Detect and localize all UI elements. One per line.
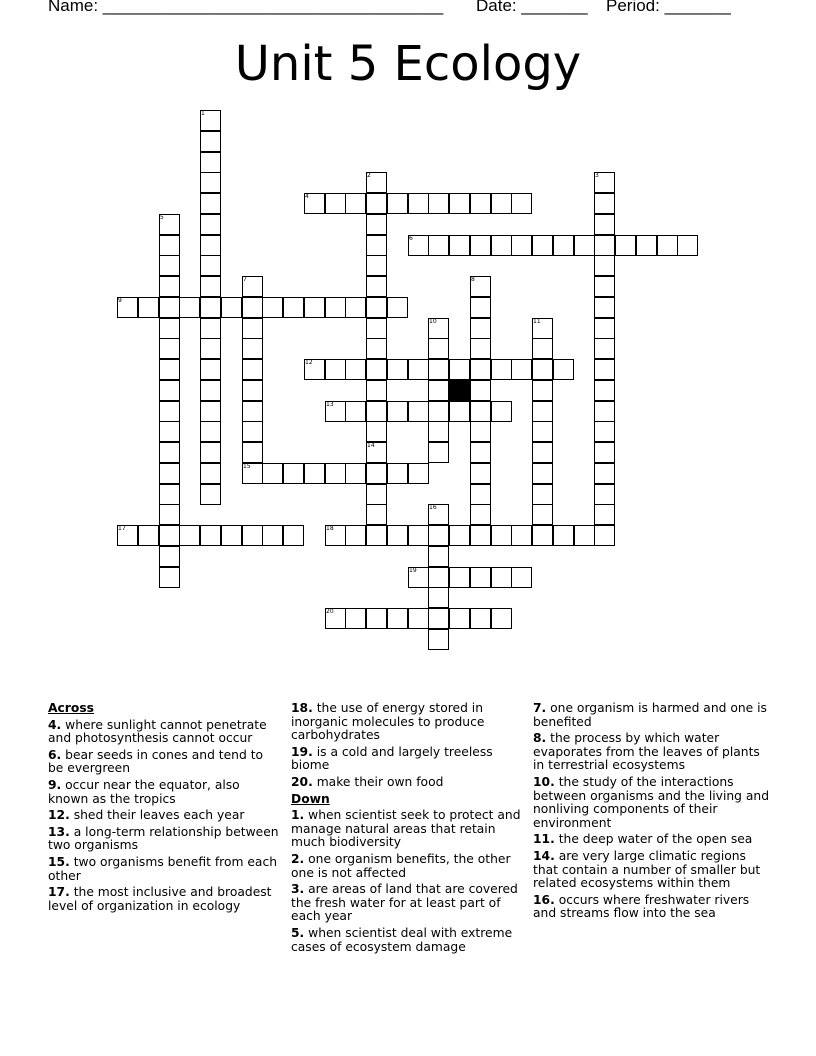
blocked-cell (449, 380, 470, 401)
grid-cell[interactable] (366, 297, 387, 318)
grid-cell[interactable] (470, 193, 491, 214)
clue-section-heading: Down (291, 791, 330, 806)
clue-number-label: 2 (367, 172, 371, 179)
grid-cell[interactable] (366, 525, 387, 546)
clue-number: 16. (533, 892, 555, 907)
clue-number-label: 11 (533, 318, 541, 325)
grid-cell[interactable] (470, 463, 491, 484)
clue-item (533, 894, 769, 921)
grid-cell[interactable] (283, 297, 304, 318)
grid-cell[interactable] (532, 359, 553, 380)
grid-cell[interactable] (594, 484, 615, 505)
grid-cell[interactable] (159, 297, 180, 318)
clue-item (533, 702, 769, 729)
grid-cell[interactable] (470, 504, 491, 525)
clue-number-label: 10 (429, 318, 437, 325)
grid-cell[interactable] (594, 318, 615, 339)
grid-cell[interactable] (387, 525, 408, 546)
clue-number: 4. (48, 717, 62, 732)
grid-cell[interactable] (283, 463, 304, 484)
grid-cell[interactable] (470, 421, 491, 442)
clue-text: are areas of land that are covered the fresh water for at least part of each year (291, 882, 518, 924)
clue-text: occurs where freshwater rivers and streams flow into the sea (533, 892, 750, 921)
clue-number: 2. (291, 851, 305, 866)
grid-cell[interactable] (387, 401, 408, 422)
clue-number: 5. (291, 925, 305, 940)
grid-cell[interactable] (345, 297, 366, 318)
clue-number-label: 4 (305, 193, 309, 200)
grid-cell[interactable] (387, 608, 408, 629)
clue-text: make their own food (312, 774, 444, 789)
clue-section-heading: Across (48, 701, 94, 715)
grid-cell[interactable] (594, 421, 615, 442)
grid-cell[interactable] (387, 359, 408, 380)
grid-cell[interactable] (511, 525, 532, 546)
grid-cell[interactable] (345, 359, 366, 380)
clue-number: 9. (48, 777, 62, 792)
clue-number-label: 18 (326, 525, 334, 532)
grid-cell[interactable] (408, 401, 429, 422)
grid-cell[interactable] (366, 484, 387, 505)
clue-number-label: 6 (409, 235, 413, 242)
clue-item (291, 927, 523, 954)
grid-cell[interactable] (200, 421, 221, 442)
grid-cell[interactable] (594, 255, 615, 276)
grid-cell[interactable] (491, 235, 512, 256)
grid-cell[interactable] (532, 463, 553, 484)
clue-number: 13. (48, 824, 70, 839)
grid-cell[interactable] (553, 525, 574, 546)
grid-cell[interactable] (491, 525, 512, 546)
grid-cell[interactable] (345, 608, 366, 629)
clue-number-label: 14 (367, 442, 375, 449)
grid-cell[interactable] (574, 235, 595, 256)
grid-cell[interactable] (242, 442, 263, 463)
clue-number-label: 16 (429, 504, 437, 511)
clue-text: the deep water of the open sea (554, 832, 753, 847)
clue-number: 11. (533, 832, 555, 847)
grid-cell[interactable] (159, 567, 180, 588)
clue-item (291, 809, 523, 850)
grid-cell[interactable] (221, 525, 242, 546)
clue-item (48, 886, 280, 913)
grid-cell[interactable] (553, 235, 574, 256)
clue-text: shed their leaves each year (69, 808, 245, 823)
grid-cell[interactable] (200, 131, 221, 152)
grid-cell[interactable] (428, 338, 449, 359)
clue-number: 17. (48, 885, 70, 900)
clue-number: 20. (291, 774, 313, 789)
grid-cell[interactable] (491, 193, 512, 214)
clue-text: when scientist deal with extreme cases of ecosystem damage (291, 925, 513, 954)
clue-number-label: 1 (201, 110, 205, 117)
grid-cell[interactable] (242, 525, 263, 546)
grid-cell[interactable] (159, 442, 180, 463)
clue-item (291, 883, 523, 924)
grid-cell[interactable] (200, 525, 221, 546)
grid-cell[interactable] (242, 338, 263, 359)
grid-cell[interactable] (594, 504, 615, 525)
grid-cell[interactable] (594, 442, 615, 463)
grid-cell[interactable] (470, 608, 491, 629)
clue-item (533, 850, 769, 891)
grid-cell[interactable] (470, 525, 491, 546)
grid-cell[interactable] (449, 235, 470, 256)
grid-cell[interactable] (200, 463, 221, 484)
grid-cell[interactable] (200, 484, 221, 505)
clue-number: 3. (291, 882, 305, 897)
grid-cell[interactable] (408, 608, 429, 629)
grid-cell[interactable] (159, 484, 180, 505)
grid-cell[interactable] (553, 359, 574, 380)
clue-item (291, 853, 523, 880)
grid-cell[interactable] (200, 380, 221, 401)
grid-cell[interactable] (345, 193, 366, 214)
clue-text: when scientist seek to protect and manage natural areas that retain much biodiversity (291, 808, 521, 850)
grid-cell[interactable] (159, 463, 180, 484)
clue-text: is a cold and largely treeless biome (291, 744, 493, 773)
grid-cell[interactable] (594, 380, 615, 401)
grid-cell[interactable] (387, 297, 408, 318)
clue-number-label: 13 (326, 401, 334, 408)
clues-column-1 (48, 702, 280, 916)
grid-cell[interactable] (428, 421, 449, 442)
grid-cell[interactable] (200, 193, 221, 214)
grid-cell[interactable] (491, 401, 512, 422)
grid-cell[interactable] (200, 276, 221, 297)
grid-cell[interactable] (594, 235, 615, 256)
grid-cell[interactable] (325, 463, 346, 484)
clue-text: bear seeds in cones and tend to be evergreen (48, 747, 264, 776)
grid-cell[interactable] (470, 567, 491, 588)
grid-cell[interactable] (532, 235, 553, 256)
clue-item (291, 776, 523, 790)
grid-cell[interactable] (262, 525, 283, 546)
grid-cell[interactable] (677, 235, 698, 256)
clue-number: 15. (48, 854, 70, 869)
grid-cell[interactable] (242, 318, 263, 339)
clue-number-label: 9 (118, 297, 122, 304)
grid-cell[interactable] (470, 380, 491, 401)
clue-text: are very large climatic regions that contain a number of smaller but related ecosystems within them (533, 848, 761, 891)
grid-cell[interactable] (594, 525, 615, 546)
grid-cell[interactable] (262, 463, 283, 484)
grid-cell[interactable] (594, 359, 615, 380)
grid-cell[interactable] (615, 235, 636, 256)
grid-cell[interactable] (366, 318, 387, 339)
grid-cell[interactable] (179, 525, 200, 546)
grid-cell[interactable] (366, 421, 387, 442)
grid-cell[interactable] (366, 214, 387, 235)
grid-cell[interactable] (366, 608, 387, 629)
grid-cell[interactable] (159, 255, 180, 276)
grid-cell[interactable] (428, 525, 449, 546)
grid-cell[interactable] (428, 442, 449, 463)
grid-cell[interactable] (449, 401, 470, 422)
grid-cell[interactable] (200, 318, 221, 339)
grid-cell[interactable] (387, 463, 408, 484)
grid-cell[interactable] (449, 359, 470, 380)
grid-cell[interactable] (200, 172, 221, 193)
clue-item (533, 833, 769, 847)
clue-item (533, 776, 769, 830)
clue-item (291, 702, 523, 743)
clue-text: the study of the interactions between organisms and the living and nonliving components of their environment (533, 774, 770, 830)
grid-cell[interactable] (138, 297, 159, 318)
grid-cell[interactable] (532, 442, 553, 463)
grid-cell[interactable] (428, 567, 449, 588)
clue-number: 10. (533, 774, 555, 789)
grid-cell[interactable] (449, 608, 470, 629)
grid-cell[interactable] (325, 359, 346, 380)
grid-cell[interactable] (491, 359, 512, 380)
clue-number-label: 17 (118, 525, 126, 532)
grid-cell[interactable] (428, 401, 449, 422)
grid-cell[interactable] (159, 276, 180, 297)
clue-text: one organism benefits, the other one is not affected (291, 851, 511, 880)
grid-cell[interactable] (511, 359, 532, 380)
grid-cell[interactable] (366, 359, 387, 380)
grid-cell[interactable] (511, 193, 532, 214)
grid-cell[interactable] (532, 421, 553, 442)
grid-cell[interactable] (159, 546, 180, 567)
clue-number: 12. (48, 808, 70, 823)
grid-cell[interactable] (242, 421, 263, 442)
grid-cell[interactable] (511, 235, 532, 256)
grid-cell[interactable] (470, 235, 491, 256)
grid-cell[interactable] (594, 193, 615, 214)
grid-cell[interactable] (159, 318, 180, 339)
grid-cell[interactable] (159, 401, 180, 422)
grid-cell[interactable] (366, 504, 387, 525)
grid-cell[interactable] (200, 255, 221, 276)
grid-cell[interactable] (574, 525, 595, 546)
clue-item (533, 732, 769, 773)
grid-cell[interactable] (366, 338, 387, 359)
clue-text: occur near the equator, also known as the tropics (48, 777, 240, 806)
grid-cell[interactable] (200, 152, 221, 173)
grid-cell[interactable] (594, 276, 615, 297)
grid-cell[interactable] (283, 525, 304, 546)
grid-cell[interactable] (242, 297, 263, 318)
clue-item (48, 809, 280, 823)
grid-cell[interactable] (594, 297, 615, 318)
clue-number-label: 19 (409, 567, 417, 574)
grid-cell[interactable] (532, 525, 553, 546)
grid-cell[interactable] (532, 484, 553, 505)
grid-cell[interactable] (262, 297, 283, 318)
grid-cell[interactable] (428, 193, 449, 214)
clue-text: the process by which water evaporates from the leaves of plants in terrestrial ecosystems (533, 731, 760, 773)
grid-cell[interactable] (366, 380, 387, 401)
grid-cell[interactable] (594, 463, 615, 484)
grid-cell[interactable] (366, 401, 387, 422)
period-field-label: Period: _______ (606, 0, 731, 15)
grid-cell[interactable] (366, 463, 387, 484)
grid-cell[interactable] (366, 235, 387, 256)
grid-cell[interactable] (408, 359, 429, 380)
grid-cell[interactable] (159, 421, 180, 442)
grid-cell[interactable] (594, 338, 615, 359)
grid-cell[interactable] (159, 235, 180, 256)
grid-cell[interactable] (325, 297, 346, 318)
grid-cell[interactable] (366, 276, 387, 297)
grid-cell[interactable] (491, 608, 512, 629)
grid-cell[interactable] (366, 193, 387, 214)
grid-cell[interactable] (179, 297, 200, 318)
clue-number: 19. (291, 744, 313, 759)
clue-number: 7. (533, 701, 547, 715)
grid-cell[interactable] (449, 193, 470, 214)
grid-cell[interactable] (428, 629, 449, 650)
clue-number: 1. (291, 808, 305, 823)
clue-number-label: 15 (243, 463, 251, 470)
grid-cell[interactable] (242, 380, 263, 401)
grid-cell[interactable] (470, 442, 491, 463)
grid-cell[interactable] (159, 525, 180, 546)
grid-cell[interactable] (532, 504, 553, 525)
grid-cell[interactable] (325, 193, 346, 214)
grid-cell[interactable] (470, 318, 491, 339)
clue-number-label: 8 (471, 276, 475, 283)
grid-cell[interactable] (200, 235, 221, 256)
grid-cell[interactable] (428, 235, 449, 256)
grid-cell[interactable] (159, 338, 180, 359)
grid-cell[interactable] (428, 608, 449, 629)
clue-text: the most inclusive and broadest level of organization in ecology (48, 885, 272, 913)
grid-cell[interactable] (408, 193, 429, 214)
clue-number: 14. (533, 848, 555, 863)
grid-cell[interactable] (242, 401, 263, 422)
clues-column-2 (291, 702, 523, 957)
clue-text: the use of energy stored in inorganic molecules to produce carbohydrates (291, 701, 485, 743)
grid-cell[interactable] (470, 297, 491, 318)
clue-text: one organism is harmed and one is benefited (533, 701, 767, 729)
grid-cell[interactable] (657, 235, 678, 256)
grid-cell[interactable] (221, 297, 242, 318)
clue-item (48, 856, 280, 883)
grid-cell[interactable] (449, 525, 470, 546)
name-field-label: Name: ____________________________________ (48, 0, 444, 15)
grid-cell[interactable] (200, 359, 221, 380)
grid-cell[interactable] (200, 401, 221, 422)
grid-cell[interactable] (532, 338, 553, 359)
grid-cell[interactable] (470, 401, 491, 422)
grid-cell[interactable] (200, 442, 221, 463)
grid-cell[interactable] (345, 525, 366, 546)
grid-cell[interactable] (449, 567, 470, 588)
grid-cell[interactable] (532, 401, 553, 422)
clue-number-label: 12 (305, 359, 313, 366)
grid-cell[interactable] (159, 359, 180, 380)
grid-cell[interactable] (200, 338, 221, 359)
grid-cell[interactable] (408, 463, 429, 484)
grid-cell[interactable] (428, 359, 449, 380)
grid-cell[interactable] (428, 546, 449, 567)
grid-cell[interactable] (345, 463, 366, 484)
grid-cell[interactable] (594, 401, 615, 422)
grid-cell[interactable] (594, 214, 615, 235)
clue-item (48, 749, 280, 776)
clue-item (48, 719, 280, 746)
clue-item (48, 779, 280, 806)
page-title: Unit 5 Ecology (234, 36, 582, 92)
clue-number-label: 5 (160, 214, 164, 221)
clue-text: where sunlight cannot penetrate and photosynthesis cannot occur (48, 717, 267, 746)
grid-cell[interactable] (428, 380, 449, 401)
date-field-label: Date: _______ (476, 0, 588, 15)
grid-cell[interactable] (532, 380, 553, 401)
grid-cell[interactable] (345, 401, 366, 422)
grid-cell[interactable] (159, 504, 180, 525)
clue-number: 18. (291, 701, 313, 715)
grid-cell[interactable] (511, 567, 532, 588)
grid-cell[interactable] (408, 525, 429, 546)
grid-cell[interactable] (470, 484, 491, 505)
grid-cell[interactable] (304, 297, 325, 318)
clue-text: two organisms benefit from each other (48, 854, 278, 883)
grid-cell[interactable] (304, 463, 325, 484)
grid-cell[interactable] (138, 525, 159, 546)
grid-cell[interactable] (428, 587, 449, 608)
grid-cell[interactable] (387, 193, 408, 214)
clues-column-3 (533, 702, 769, 924)
grid-cell[interactable] (491, 567, 512, 588)
clue-item (48, 826, 280, 853)
clue-number: 8. (533, 731, 547, 746)
grid-cell[interactable] (470, 338, 491, 359)
clue-number-label: 7 (243, 276, 247, 283)
grid-cell[interactable] (242, 359, 263, 380)
clue-number: 6. (48, 747, 62, 762)
clue-number-label: 20 (326, 608, 334, 615)
grid-cell[interactable] (636, 235, 657, 256)
grid-cell[interactable] (200, 214, 221, 235)
clue-item (291, 746, 523, 773)
clue-text: a long-term relationship between two organisms (48, 824, 279, 853)
grid-cell[interactable] (366, 255, 387, 276)
grid-cell[interactable] (470, 359, 491, 380)
clue-number-label: 3 (595, 172, 599, 179)
grid-cell[interactable] (159, 380, 180, 401)
grid-cell[interactable] (200, 297, 221, 318)
